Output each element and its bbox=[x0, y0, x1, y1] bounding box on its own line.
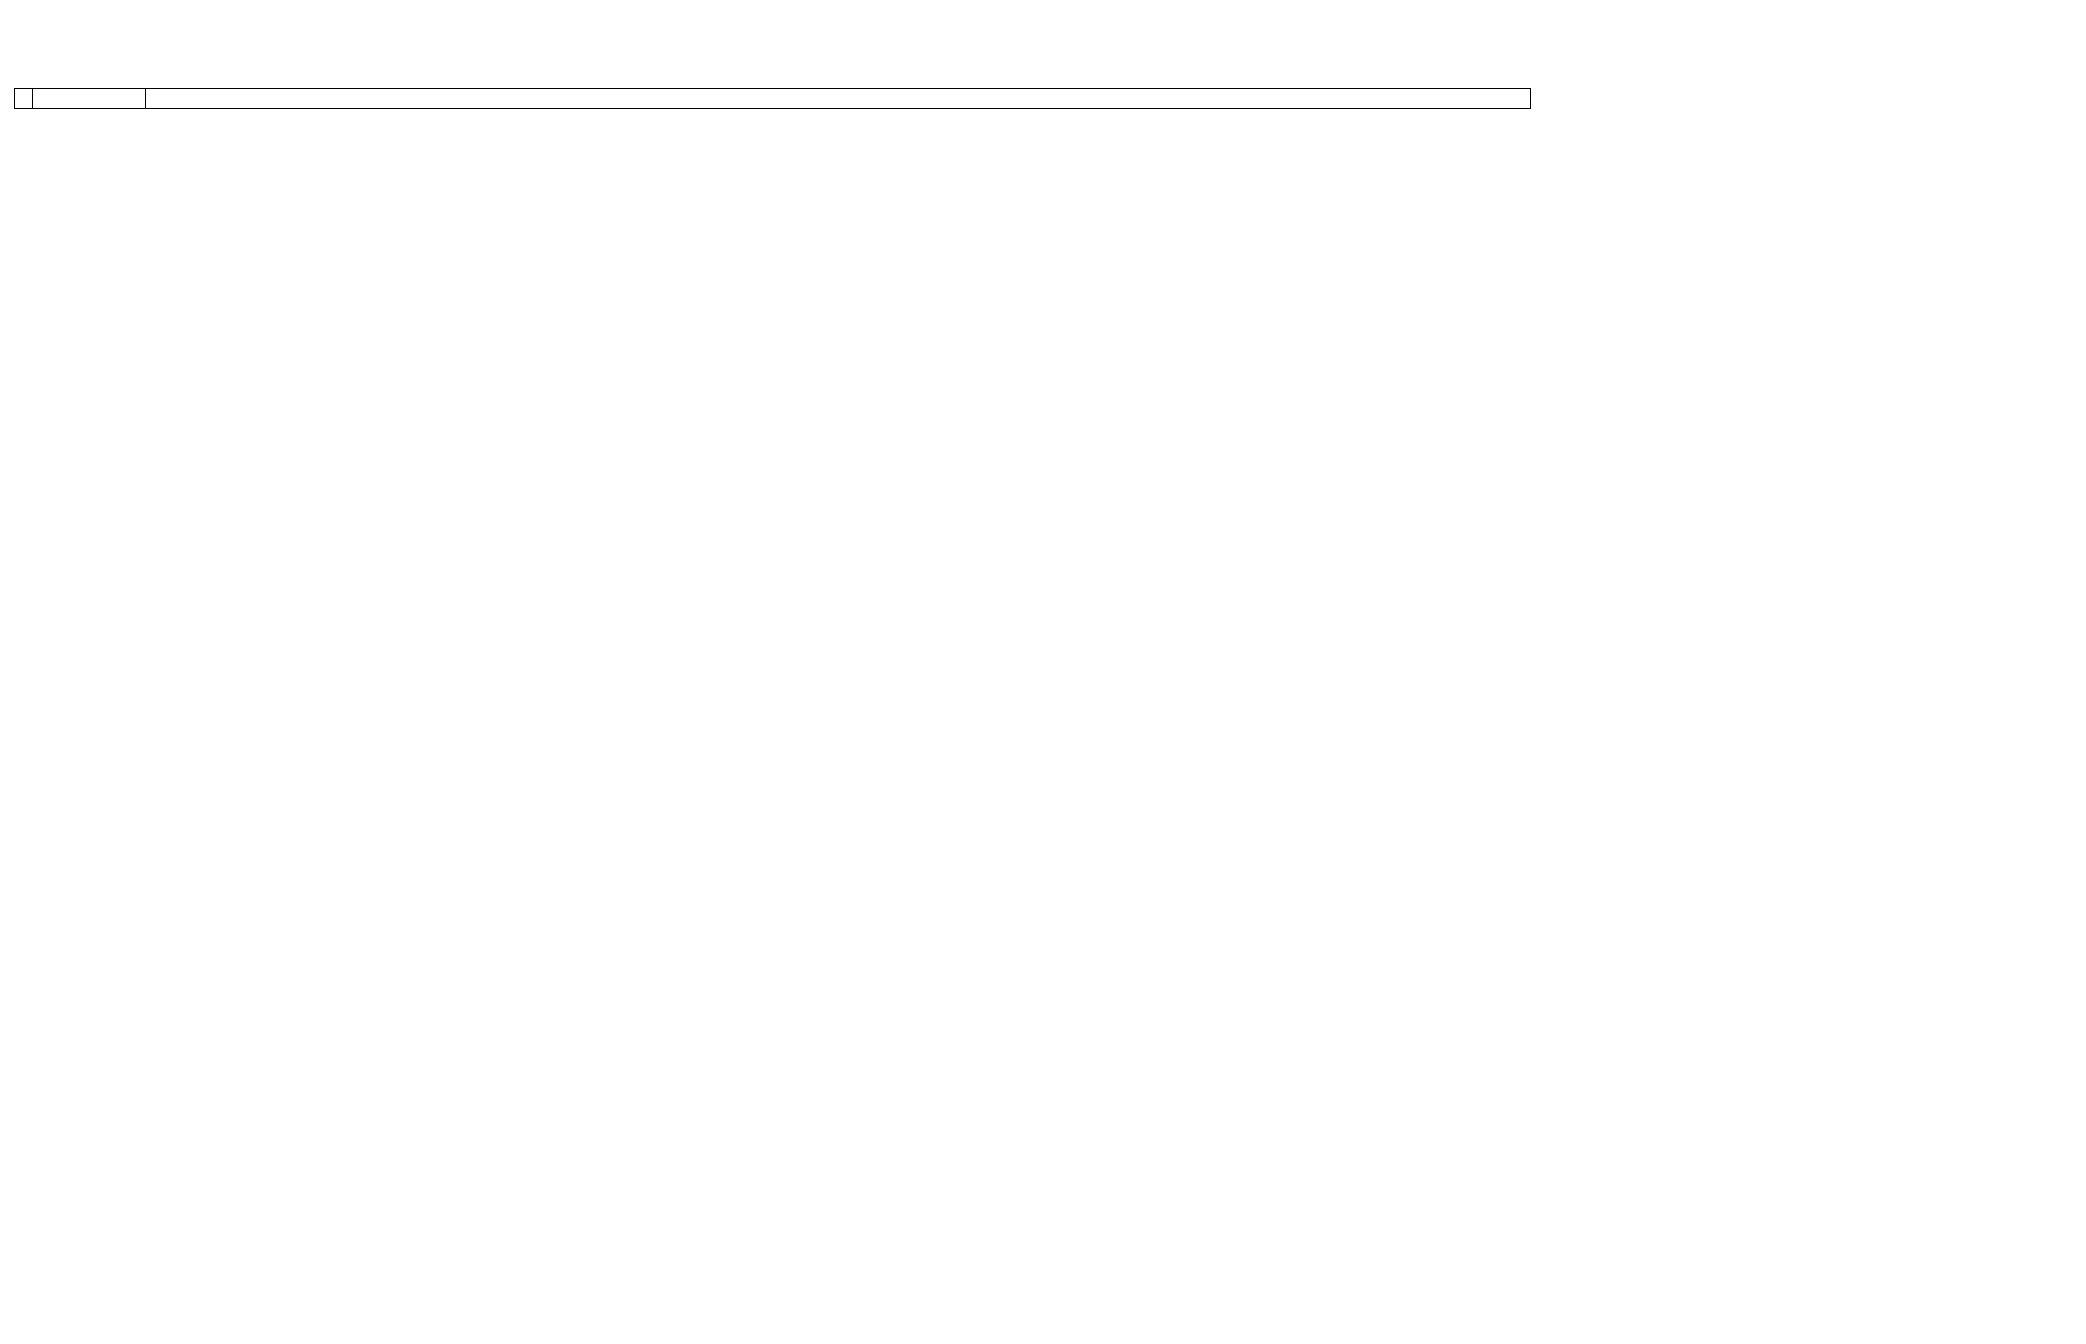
object-row-index bbox=[15, 88, 33, 108]
tariff-table bbox=[14, 88, 1531, 109]
object-row bbox=[15, 88, 1531, 108]
object-row-blank bbox=[146, 88, 1531, 108]
object-label bbox=[33, 88, 146, 108]
